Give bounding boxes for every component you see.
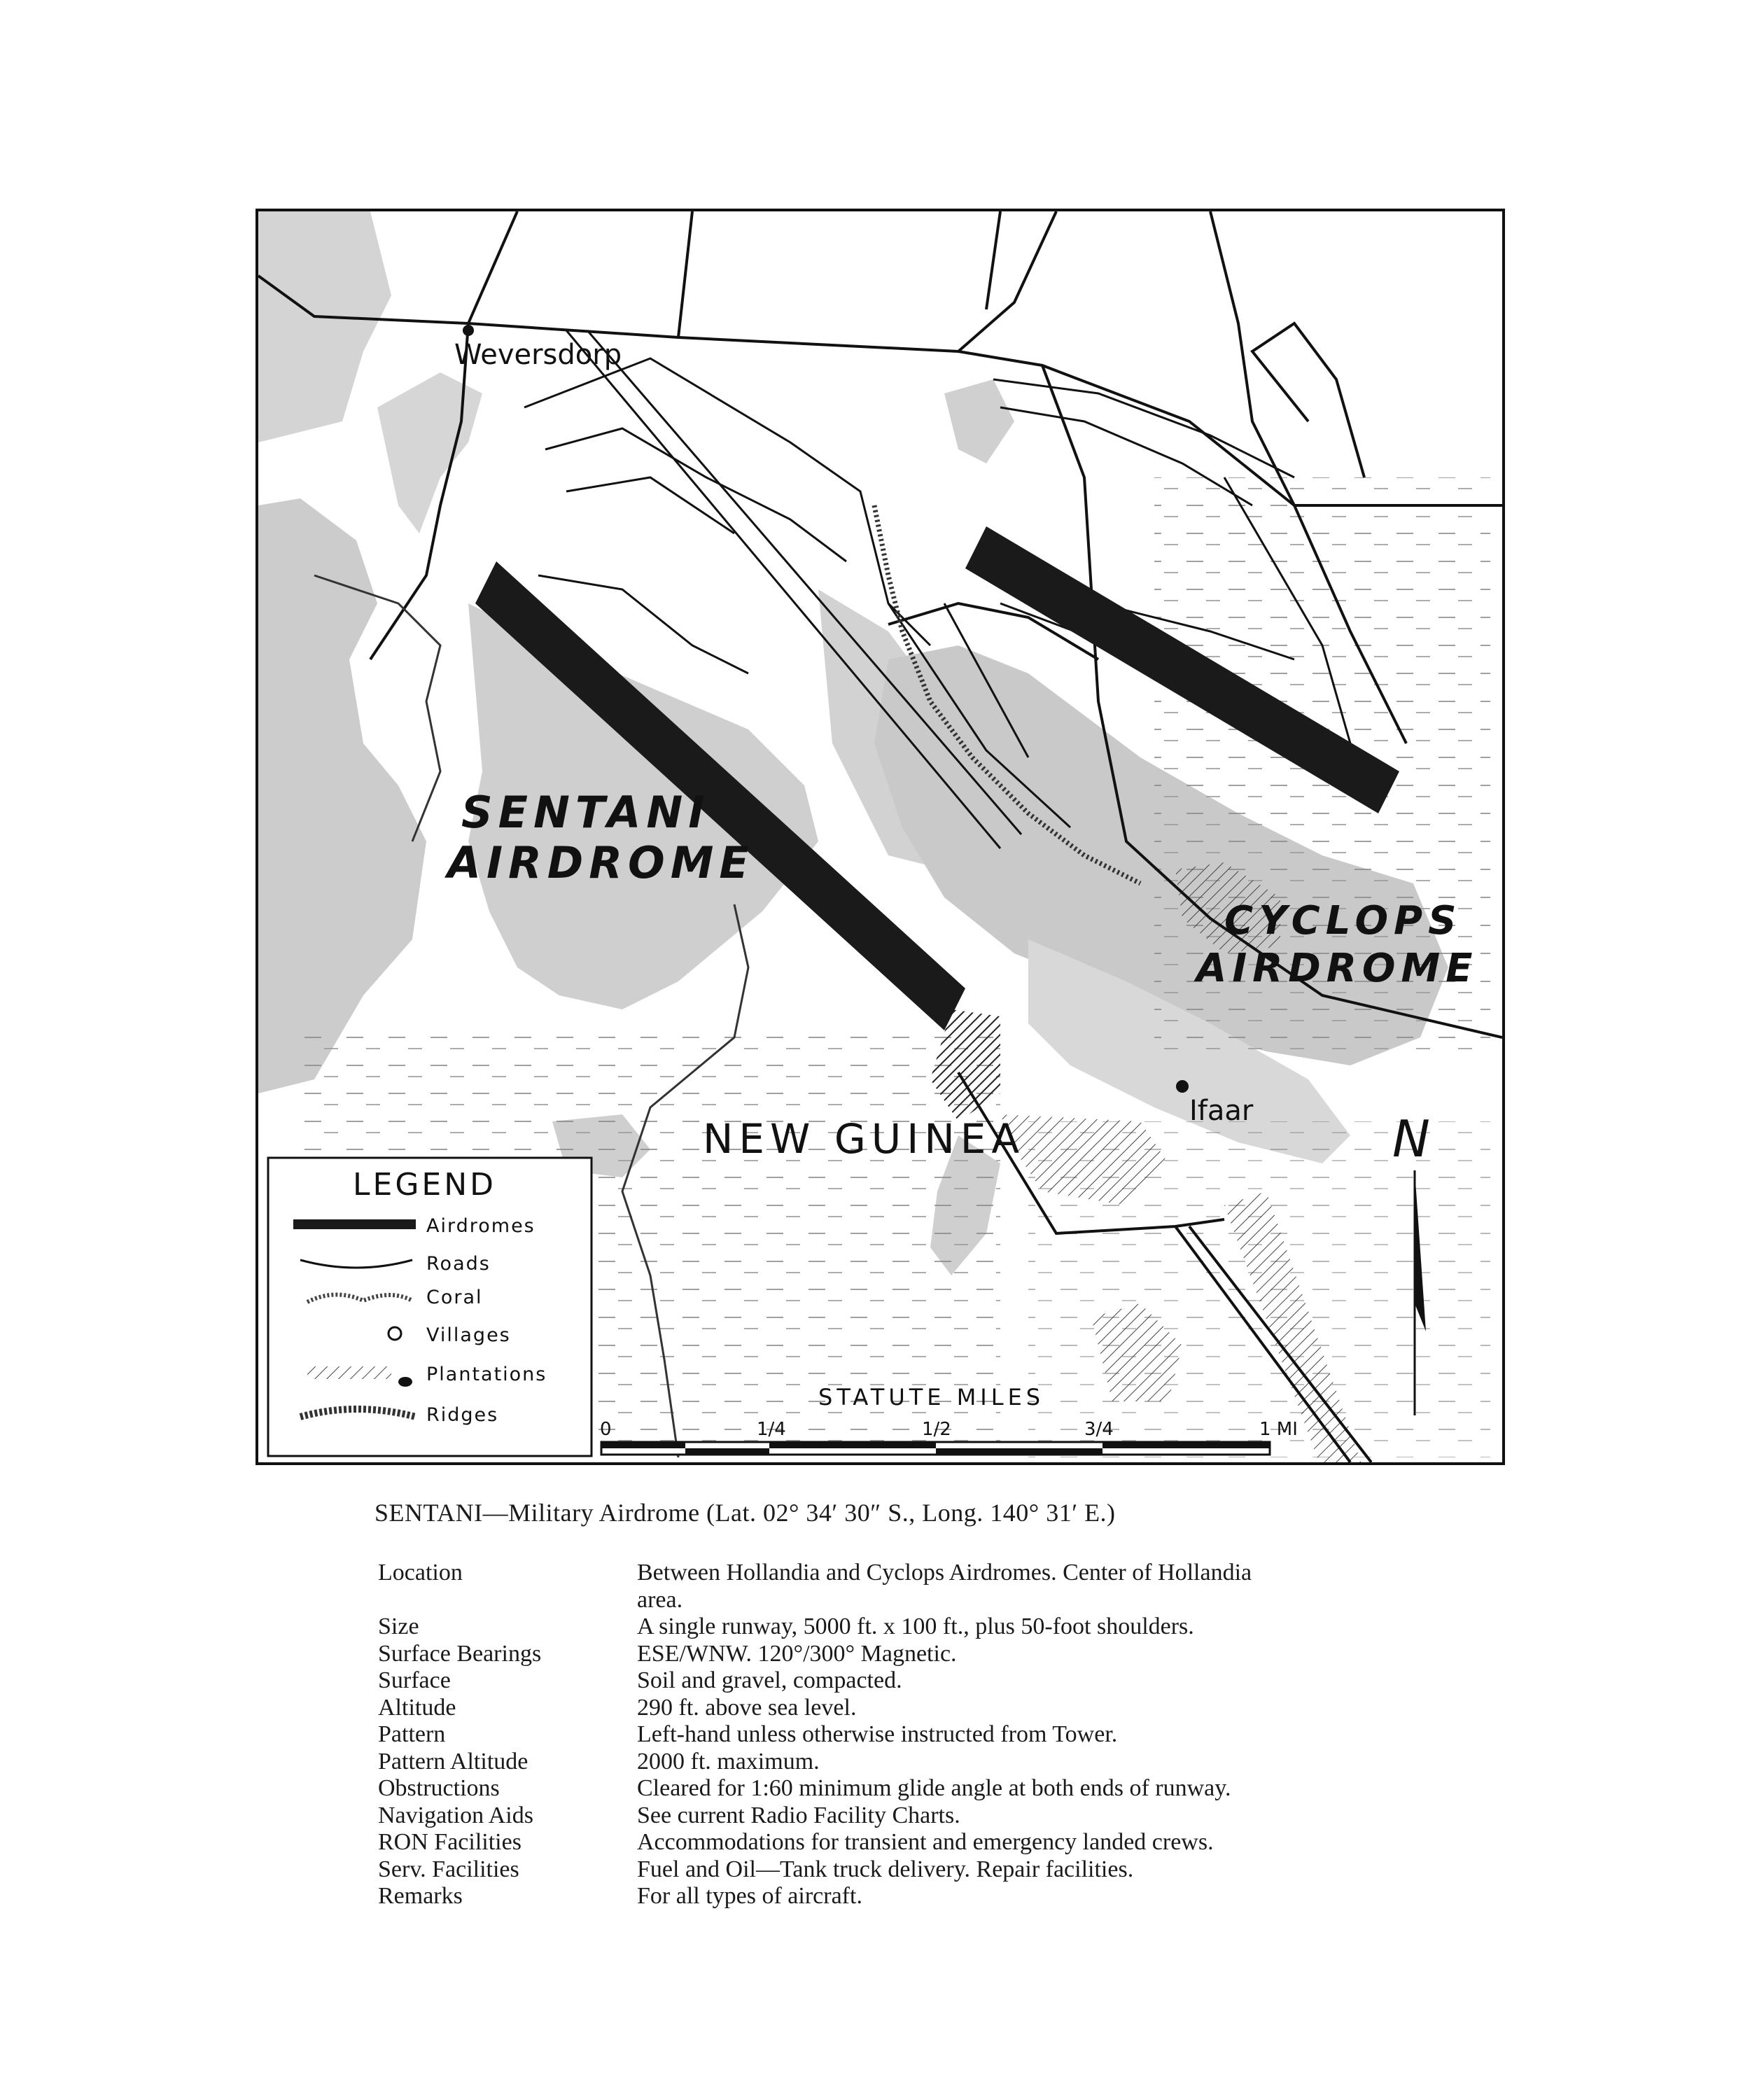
cyclops-label-line1: CYCLOPS — [1224, 898, 1462, 944]
scale-tick-quarter: 1/4 — [757, 1419, 786, 1440]
specs-body — [378, 1560, 1498, 1910]
spec-row — [378, 1695, 1498, 1722]
spec-value: ESE/WNW. 120°/300° Magnetic. — [637, 1640, 957, 1667]
legend-title: LEGEND — [353, 1167, 497, 1203]
scale-tick-one-mile: 1 MI — [1259, 1419, 1298, 1440]
spec-row — [378, 1856, 1498, 1884]
spec-label-cell — [378, 1560, 637, 1587]
spec-label-cell — [378, 1883, 637, 1910]
spec-label: RON Facilities — [378, 1829, 526, 1855]
spec-label: Obstructions — [378, 1775, 504, 1801]
spec-value: Accommodations for transient and emergency landed crews. — [637, 1829, 1214, 1855]
spec-value: Cleared for 1:60 minimum glide angle at both ends of runway. — [637, 1775, 1231, 1801]
spec-row — [378, 1802, 1498, 1830]
spec-label: Altitude — [378, 1695, 460, 1721]
spec-value: Fuel and Oil—Tank truck delivery. Repair facilities. — [637, 1856, 1134, 1882]
spec-row — [378, 1641, 1498, 1668]
spec-label: Surface Bearings — [378, 1641, 545, 1667]
spec-label-cell — [378, 1802, 637, 1830]
legend-box — [268, 1158, 592, 1456]
spec-label: Surface — [378, 1667, 455, 1693]
spec-label: Remarks — [378, 1883, 467, 1909]
spec-label: Pattern Altitude — [378, 1749, 532, 1774]
spec-row — [378, 1587, 1498, 1614]
spec-label: Navigation Aids — [378, 1802, 538, 1828]
spec-value: 2000 ft. maximum. — [637, 1748, 820, 1774]
spec-label-cell — [378, 1856, 637, 1884]
airdrome-bar-icon — [293, 1219, 416, 1229]
spec-label-cell — [378, 1749, 637, 1776]
spec-value: Soil and gravel, compacted. — [637, 1667, 902, 1693]
spec-row — [378, 1883, 1498, 1910]
spec-label-cell — [378, 1614, 637, 1641]
spec-row — [378, 1721, 1498, 1749]
sentani-label-line1: SENTANI — [461, 787, 710, 838]
scale-tick-three-quarter: 3/4 — [1084, 1419, 1114, 1440]
spec-value: Left-hand unless otherwise instructed from Tower. — [637, 1721, 1118, 1747]
spec-label-cell — [378, 1695, 637, 1722]
village-ifaar-marker — [1176, 1080, 1189, 1093]
spec-value: A single runway, 5000 ft. x 100 ft., plus 50-foot shoulders. — [637, 1614, 1194, 1639]
north-arrow-label: N — [1392, 1110, 1430, 1168]
village-weversdorp-marker — [463, 325, 474, 336]
cyclops-label-line2: AIRDROME — [1196, 946, 1478, 991]
map-canvas — [258, 211, 1502, 1462]
ifaar-label: Ifaar — [1189, 1095, 1254, 1127]
spec-value: area. — [637, 1586, 683, 1613]
spec-row — [378, 1560, 1498, 1587]
spec-label-cell — [378, 1721, 637, 1749]
spec-row — [378, 1775, 1498, 1802]
spec-label — [378, 1587, 382, 1613]
spec-label: Pattern — [378, 1721, 449, 1747]
weversdorp-label: Weversdorp — [454, 339, 622, 371]
spec-label-cell — [378, 1775, 637, 1802]
spec-label: Location — [378, 1560, 467, 1586]
airdrome-map — [255, 209, 1505, 1465]
legend-item-plantations: Plantations — [426, 1364, 547, 1385]
spec-row — [378, 1749, 1498, 1776]
legend-item-villages: Villages — [426, 1324, 511, 1346]
spec-label-cell — [378, 1587, 637, 1614]
spec-label-cell — [378, 1829, 637, 1856]
scale-title: STATUTE MILES — [818, 1384, 1045, 1410]
airdrome-specs-table — [378, 1560, 1498, 1910]
scale-tick-0: 0 — [600, 1419, 612, 1440]
spec-row — [378, 1614, 1498, 1641]
new-guinea-label: NEW GUINEA — [703, 1115, 1026, 1163]
spec-row — [378, 1829, 1498, 1856]
legend-item-ridges: Ridges — [426, 1404, 499, 1426]
legend-item-coral: Coral — [426, 1287, 483, 1308]
spec-value: 290 ft. above sea level. — [637, 1694, 857, 1721]
spec-value: For all types of aircraft. — [637, 1883, 862, 1909]
legend-item-airdromes: Airdromes — [426, 1215, 536, 1237]
spec-label: Size — [378, 1614, 424, 1639]
spec-value: See current Radio Facility Charts. — [637, 1802, 960, 1828]
spec-value: Between Hollandia and Cyclops Airdromes. Center of Hollandia — [637, 1560, 1252, 1586]
spec-row — [378, 1667, 1498, 1695]
sentani-label-line2: AIRDROME — [447, 837, 755, 888]
legend-item-roads: Roads — [426, 1253, 491, 1275]
spec-label-cell — [378, 1641, 637, 1668]
spec-label: Serv. Facilities — [378, 1856, 524, 1882]
airdrome-caption: SENTANI—Military Airdrome (Lat. 02° 34′ 30″ S., Long. 140° 31′ E.) — [374, 1499, 1116, 1527]
scale-tick-half: 1/2 — [922, 1419, 951, 1440]
spec-label-cell — [378, 1667, 637, 1695]
